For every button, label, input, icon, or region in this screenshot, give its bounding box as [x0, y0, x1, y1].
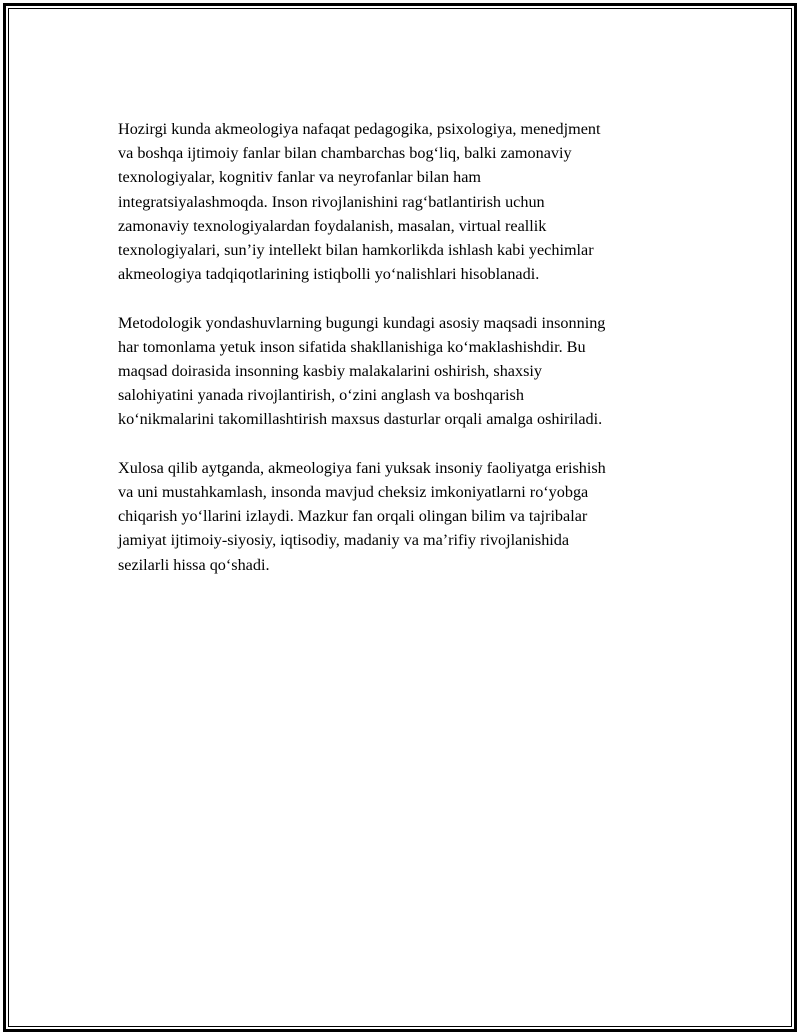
paragraph-line: texnologiyalari, sun’iy intellekt bilan hamkorlikda ishlash kabi yechimlar — [118, 241, 594, 260]
paragraph-line: zamonaviy texnologiyalardan foydalanish, masalan, virtual reallik — [118, 216, 547, 235]
paragraph-line: Metodologik yondashuvlarning bugungi kundagi asosiy maqsadi insonning — [118, 313, 606, 332]
paragraph-line: Xulosa qilib aytganda, akmeologiya fani yuksak insoniy faoliyatga erishish — [118, 458, 606, 477]
paragraph-line: har tomonlama yetuk inson sifatida shakllanishiga ko‘maklashishdir. Bu — [118, 337, 586, 356]
paragraph-line: akmeologiya tadqiqotlarining istiqbolli yo‘nalishlari hisoblanadi. — [118, 265, 540, 284]
paragraph-line: va boshqa ijtimoiy fanlar bilan chambarchas bog‘liq, balki zamonaviy — [118, 144, 572, 163]
paragraph-line: integratsiyalashmoqda. Inson rivojlanishini rag‘batlantirish uchun — [118, 192, 545, 211]
document-body — [118, 117, 683, 601]
paragraph-2 — [118, 311, 683, 432]
paragraph-line: chiqarish yo‘llarini izlaydi. Mazkur fan orqali olingan bilim va tajribalar — [118, 507, 588, 526]
paragraph-1 — [118, 117, 683, 286]
paragraph-3 — [118, 456, 683, 577]
paragraph-line: sezilarli hissa qo‘shadi. — [118, 555, 270, 574]
paragraph-line: ko‘nikmalarini takomillashtirish maxsus dasturlar orqali amalga oshiriladi. — [118, 410, 603, 429]
paragraph-line: maqsad doirasida insonning kasbiy malakalarini oshirish, shaxsiy — [118, 362, 542, 381]
paragraph-line: jamiyat ijtimoiy-siyosiy, iqtisodiy, madaniy va ma’rifiy rivojlanishida — [118, 531, 570, 550]
paragraph-line: Hozirgi kunda akmeologiya nafaqat pedagogika, psixologiya, menedjment — [118, 120, 601, 138]
paragraph-line: va uni mustahkamlash, insonda mavjud cheksiz imkoniyatlarni ro‘yobga — [118, 483, 589, 502]
paragraph-line: salohiyatini yanada rivojlantirish, o‘zini anglash va boshqarish — [118, 386, 524, 405]
paragraph-line: texnologiyalar, kognitiv fanlar va neyrofanlar bilan ham — [118, 168, 481, 187]
